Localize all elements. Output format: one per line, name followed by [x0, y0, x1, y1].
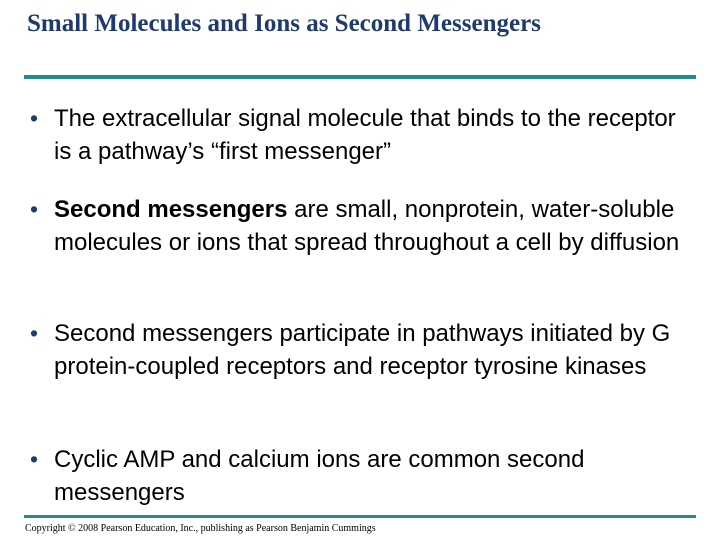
- bullet-body: are small, nonprotein, water-soluble molecules or ions that spread throughout a cell by diffusion: [54, 196, 680, 256]
- bullet-text: [54, 443, 694, 509]
- bullet-marker: •: [30, 446, 39, 472]
- bullet-text: [54, 193, 694, 259]
- bullet-text: [54, 102, 694, 168]
- bullet-marker: •: [30, 196, 39, 222]
- slide-title: Small Molecules and Ions as Second Messengers: [27, 10, 541, 37]
- bullet-term: Second messengers: [54, 196, 288, 223]
- bullet-text: [54, 317, 694, 383]
- copyright-notice: Copyright © 2008 Pearson Education, Inc., publishing as Pearson Benjamin Cummings: [25, 523, 376, 534]
- bullet-marker: •: [30, 105, 39, 131]
- bullet-body: The extracellular signal molecule that binds to the receptor is a pathway’s “first messenger”: [54, 105, 676, 165]
- bullet-body: Cyclic AMP and calcium ions are common second messengers: [54, 446, 585, 506]
- bullet-marker: •: [30, 320, 39, 346]
- bullet-body: Second messengers participate in pathways initiated by G protein-coupled receptors and receptor tyrosine kinases: [54, 320, 671, 380]
- footer-divider: [24, 515, 696, 518]
